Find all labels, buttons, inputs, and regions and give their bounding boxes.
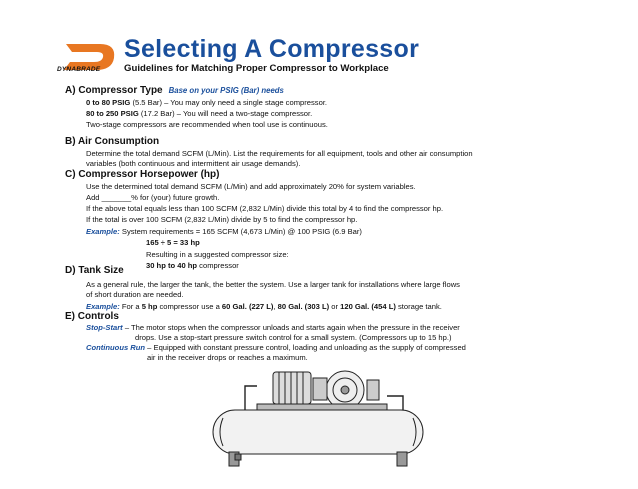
compressor-illustration	[195, 366, 440, 474]
section-a-line1: 0 to 80 PSIG (5.5 Bar) – You may only need a single stage compressor.	[86, 98, 328, 107]
brand-name: DYNABRADE	[57, 66, 101, 73]
page-title: Selecting A Compressor	[124, 35, 420, 63]
page-subtitle: Guidelines for Matching Proper Compressor to Workplace	[124, 63, 389, 74]
section-e-stop-line1: Stop-Start – The motor stops when the compressor unloads and starts again when the pressure in the receiver	[86, 323, 460, 332]
section-e-cont-line1: Continuous Run – Equipped with constant pressure control, loading and unloading as the supply of compressed	[86, 343, 466, 352]
section-c-result: 30 hp to 40 hp compressor	[146, 261, 239, 270]
section-c-line3: If the above total equals less than 100 SCFM (2,832 L/Min) divide this total by 4 to find the compressor hp.	[86, 204, 444, 213]
section-b-heading: B) Air Consumption	[65, 136, 160, 147]
section-e-stop-line2: drops. Use a stop-start pressure switch control for a small system. (Compressors up to 15 hp.)	[135, 333, 452, 342]
section-c-line2: Add _______% for (your) future growth.	[86, 193, 220, 202]
section-c-example: Example: System requirements = 165 SCFM (4,673 L/Min) @ 100 PSIG (6.9 Bar)	[86, 227, 362, 236]
section-b-line2: variables (both continuous and intermittent air usage demands).	[86, 159, 301, 168]
section-c-line4: If the total is over 100 SCFM (2,832 L/Min) divide by 5 to find the compressor hp.	[86, 215, 358, 224]
section-a-heading: A) Compressor Type Base on your PSIG (Bar) needs	[65, 85, 284, 96]
section-c-heading: C) Compressor Horsepower (hp)	[65, 169, 220, 180]
section-c-calc: 165 ÷ 5 = 33 hp	[146, 238, 200, 247]
section-c-line1: Use the determined total demand SCFM (L/Min) and add approximately 20% for system variables.	[86, 182, 416, 191]
section-a-line3: Two-stage compressors are recommended when tool use is continuous.	[86, 120, 328, 129]
section-d-example: Example: For a 5 hp compressor use a 60 Gal. (227 L), 80 Gal. (303 L) or 120 Gal. (454 L) storage tank.	[86, 302, 442, 311]
section-d-heading: D) Tank Size	[65, 265, 124, 276]
section-e-cont-line2: air in the receiver drops or reaches a maximum.	[147, 353, 308, 362]
section-e-heading: E) Controls	[65, 311, 119, 322]
section-b-line1: Determine the total demand SCFM (L/Min). List the requirements for all equipment, tools and other air consumption	[86, 149, 473, 158]
section-a-line2: 80 to 250 PSIG (17.2 Bar) – You will need a two-stage compressor.	[86, 109, 313, 118]
section-c-result-intro: Resulting in a suggested compressor size:	[146, 250, 289, 259]
section-d-line1: As a general rule, the larger the tank, the better the system. Use a larger tank for installations where large flows	[86, 280, 460, 289]
section-a-note: Base on your PSIG (Bar) needs	[168, 86, 284, 95]
section-d-line2: of short duration are needed.	[86, 290, 184, 299]
